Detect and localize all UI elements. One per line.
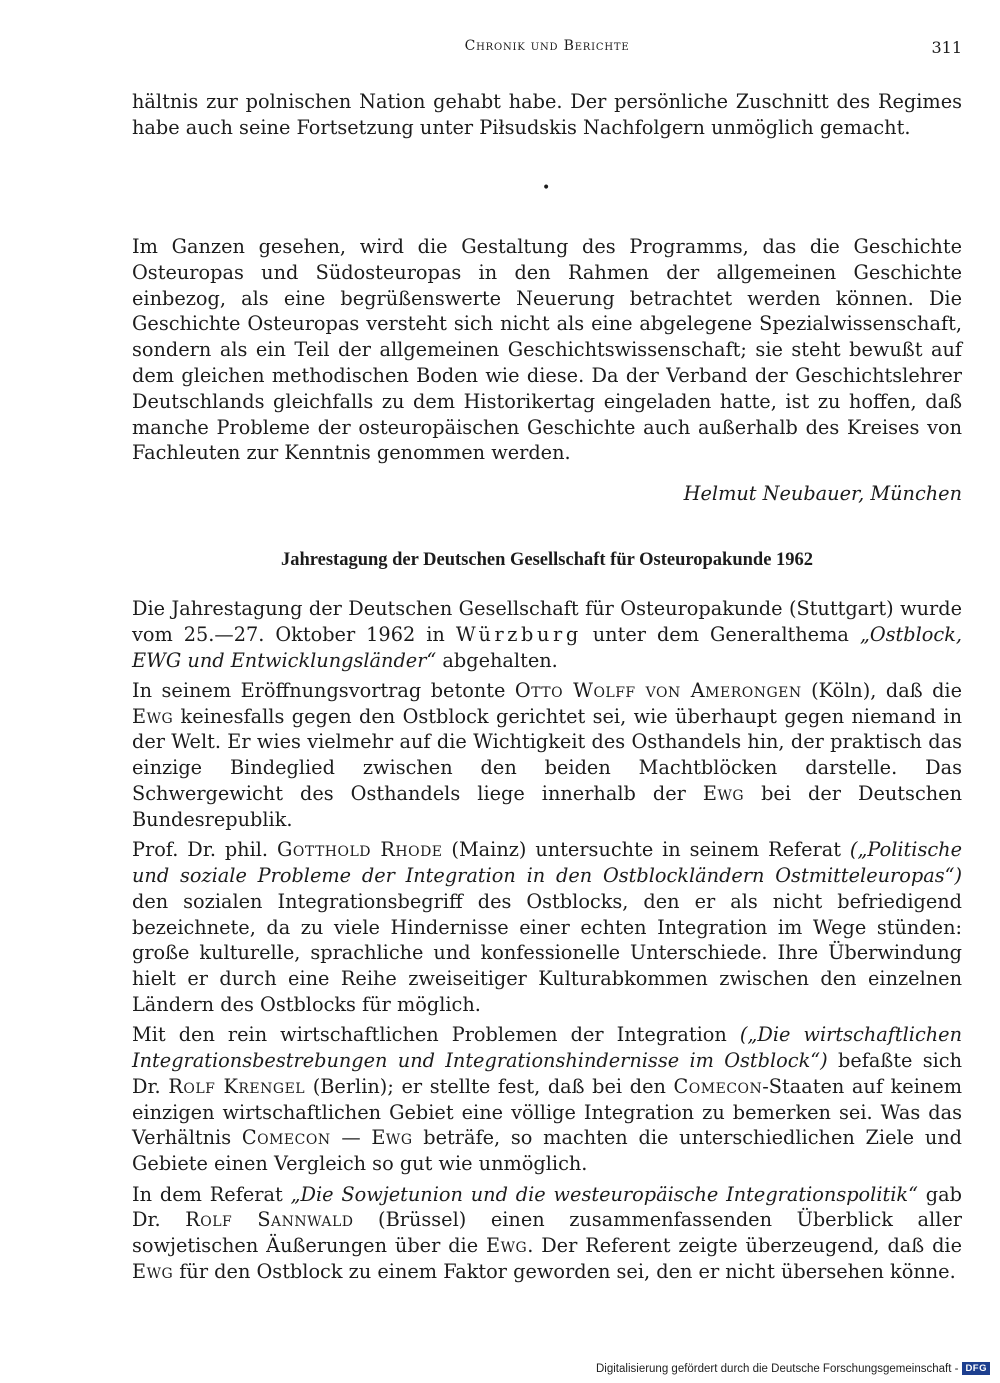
speaker-name: Otto Wolff von Amerongen — [514, 678, 802, 702]
dfg-logo-icon: DFG — [962, 1362, 990, 1375]
article-paragraph: Prof. Dr. phil. Gotthold Rhode (Mainz) untersuchte in seinem Referat („Politische und soziale Probleme der Integration in den Ostblockländern Ostmitteleuropas“) den sozialen Integrationsbegriff des Ostblocks, den er als nicht befriedigend bezeichnete, da zu viele Hindernisse einer echten Integration im Wege stünden: große kulturelle, sprachliche und konfessionelle Unterschiede. Ihre Überwindung hielt er durch eine Reihe zweiseitiger Kulturabkommen zwischen den einzelnen Ländern des Ostblocks für möglich. — [132, 838, 962, 1016]
speaker-name: Rolf Sannwald — [185, 1208, 354, 1232]
page-header — [132, 38, 962, 60]
paragraph-text: Im Ganzen gesehen, wird die Gestaltung des Programms, das die Geschichte Osteuropas und Südosteuropas in den Rahmen der allgemeinen Geschichte einbezog, als eine begrüßenswerte Neuerung betrachtet werden können. Die Geschichte Osteuropas versteht sich nicht als eine abgelegene Spezialwissenschaft, sondern als ein Teil der allgemeinen Geschichtswissenschaft; sie steht bewußt auf dem gleichen methodischen Boden wie diese. Da der Verband der Geschichtslehrer Deutschlands gleichfalls zu dem Historikertag eingeladen hatte, ist zu hoffen, daß manche Probleme der osteuropäischen Geschichte auch außerhalb des Kreises von Fachleuten zur Kenntnis genommen werden. — [132, 235, 962, 465]
page-number: 311 — [931, 38, 962, 57]
article-paragraph: Die Jahrestagung der Deutschen Gesellschaft für Osteuropakunde (Stuttgart) wurde vom 25.—27. Oktober 1962 in Würzburg unter dem Generalthema „Ostblock, EWG und Entwicklungsländer“ abgehalten. — [132, 597, 963, 672]
article-body — [132, 596, 962, 1289]
continued-paragraph — [132, 89, 962, 141]
speaker-name: Rolf Krengel — [168, 1074, 306, 1098]
separator-mark: • — [542, 180, 551, 196]
city-name: Würzburg — [455, 622, 582, 646]
digitization-footer — [596, 1362, 990, 1375]
section-title: Jahrestagung der Deutschen Gesellschaft für Osteuropakunde 1962 — [280, 550, 814, 570]
speaker-name: Gotthold Rhode — [276, 838, 443, 862]
article-paragraph: In dem Referat „Die Sowjetunion und die westeuropäische Integrationspolitik“ gab Dr. Rolf Sannwald (Brüssel) einen zusammenfassenden Überblick aller sowjetischen Äußerungen über die Ewg. Der Referent zeigte überzeugend, daß die Ewg für den Ostblock zu einem Faktor geworden sei, den er nicht übersehen könne. — [132, 1182, 962, 1283]
author-signature: Helmut Neubauer, München — [683, 482, 962, 505]
footer-text: Digitalisierung gefördert durch die Deutsche Forschungsgemeinschaft - — [596, 1362, 959, 1375]
lecture-title: („Politische und soziale Probleme der Integration in den Ostblockländern Ostmitteleuropas“) — [132, 838, 962, 887]
article-paragraph: Mit den rein wirtschaftlichen Problemen der Integration („Die wirtschaftlichen Integrationsbestrebungen und Integrationshindernisse im Ostblock“) befaßte sich Dr. Rolf Krengel (Berlin); er stellte fest, daß bei den Comecon-Staaten auf keinem einzigen wirtschaftlichen Gebiet eine völlige Integration zu bemerken sei. Was das Verhältnis Comecon — Ewg beträfe, so machten die unterschiedlichen Ziele und Gebiete einen Vergleich so gut wie unmöglich. — [132, 1023, 963, 1176]
theme-title: „Ostblock, EWG und Entwicklungsländer“ — [132, 622, 963, 672]
paragraph-text: hältnis zur polnischen Nation gehabt habe. Der persönliche Zuschnitt des Regimes habe auch seine Fortsetzung unter Piłsudskis Nachfolgern unmöglich gemacht. — [132, 90, 962, 139]
lecture-title: („Die wirtschaftlichen Integrationsbestrebungen und Integrationshindernisse im Ostblock“) — [132, 1023, 962, 1073]
running-title: Chronik und Berichte — [464, 38, 630, 54]
lecture-title: „Die Sowjetunion und die westeuropäische Integrationspolitik“ — [290, 1182, 918, 1206]
article-paragraph: In seinem Eröffnungsvortrag betonte Otto Wolff von Amerongen (Köln), daß die Ewg keinesfalls gegen den Ostblock gerichtet sei, wie überhaupt gegen niemand in der Welt. Er wies vielmehr auf die Wichtigkeit des Osthandels hin, der praktisch das einzige Bindeglied zwischen den beiden Machtblöcken darstelle. Das Schwergewicht des Osthandels liege innerhalb der Ewg bei der Deutschen Bundesrepublik. — [132, 678, 962, 831]
closing-paragraph — [132, 234, 962, 466]
